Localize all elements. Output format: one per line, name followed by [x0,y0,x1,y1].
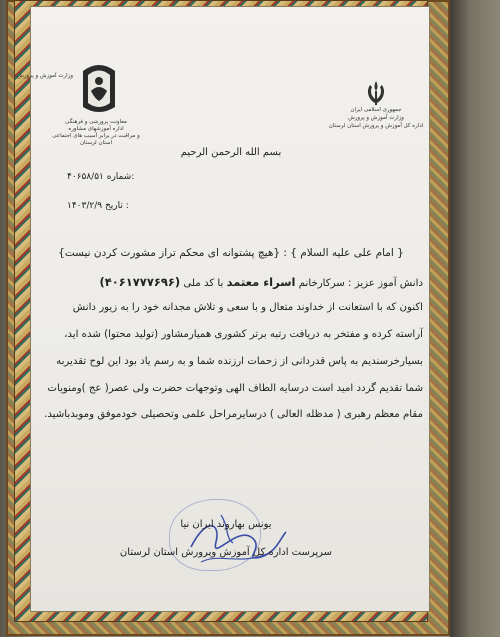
letter-date-label: تاریخ : [104,201,129,211]
left-org-line-5: استان لرستان [80,140,112,146]
right-org-line-1: جمهوری اسلامی ایران [350,107,402,113]
handwritten-signature-icon [181,507,291,577]
bismillah: بسم الله الرحمن الرحیم [180,147,282,158]
letter-number-value: ۴۰۶۵۸/۵۱ [67,172,104,182]
signatory-name: یونس بهاروند ایران نیا [180,519,272,530]
iran-emblem-icon [363,79,389,107]
imam-ali-quote: { امام علی علیه السلام } : {هیچ پشتوانه ای محکم تراز مشورت کردن نیست} [58,247,404,259]
photo-edge-shadow [450,0,500,637]
right-org-line-3: اداره کل آموزش و پرورش استان لرستان [328,123,424,129]
certificate-line-4: بسیارخرسندیم به پاس قدردانی از زحمات ارزنده شما و به رسم یاد بود این لوح تقدیربه [56,356,423,367]
letter-date [67,201,177,211]
letter-number-label: شماره: [106,172,135,182]
left-org-line-1: وزارت آموزش و پرورش [17,73,73,79]
signatory-title: سرپرست اداره کل آموزش وپرورش استان لرستان [119,547,333,558]
left-org-line-2: معاونت پرورشی و فرهنگی [65,119,127,125]
student-intro: دانش آموز عزیز : سرکارخانم [298,278,423,289]
right-org-line-2: وزارت آموزش و پرورش [348,115,404,121]
certificate-line-1 [39,275,423,289]
left-org-line-4: و مراقبت در برابر آسیب های اجتماعی [52,133,140,139]
letter-date-value: ۱۴۰۳/۲/۹ [67,201,103,211]
certificate-line-3: آراسته کرده و مفتخر به دریافت رتبه برتر کشوری همیارمشاور (تولید محتوا) شده اید، [64,329,423,340]
letter-number [67,172,177,182]
certificate-line-5: شما تقدیم گردد امید است درسایه الطاف الهی وتوجهات حضرت ولی عصر( عج )ومنویات [47,383,423,394]
counseling-logo-icon [79,61,119,115]
certificate-paper [17,6,430,612]
certificate-line-2: اکنون که با استعانت از خداوند متعال و با سعی و تلاش مجدانه خود را به زیور دانش [72,302,423,313]
national-code-label: با کد ملی [183,278,224,289]
left-org-line-3: اداره آموزشهای مشاوره [68,126,124,132]
national-code: (۴۰۶۱۷۷۷۶۹۶) [99,275,181,289]
student-name: اسراء معتمد [226,275,296,289]
certificate-line-6: مقام معظم رهبری ( مدظله العالی ) درسایرمراحل علمی وتحصیلی خودموفق وموبدباشید. [44,409,423,420]
